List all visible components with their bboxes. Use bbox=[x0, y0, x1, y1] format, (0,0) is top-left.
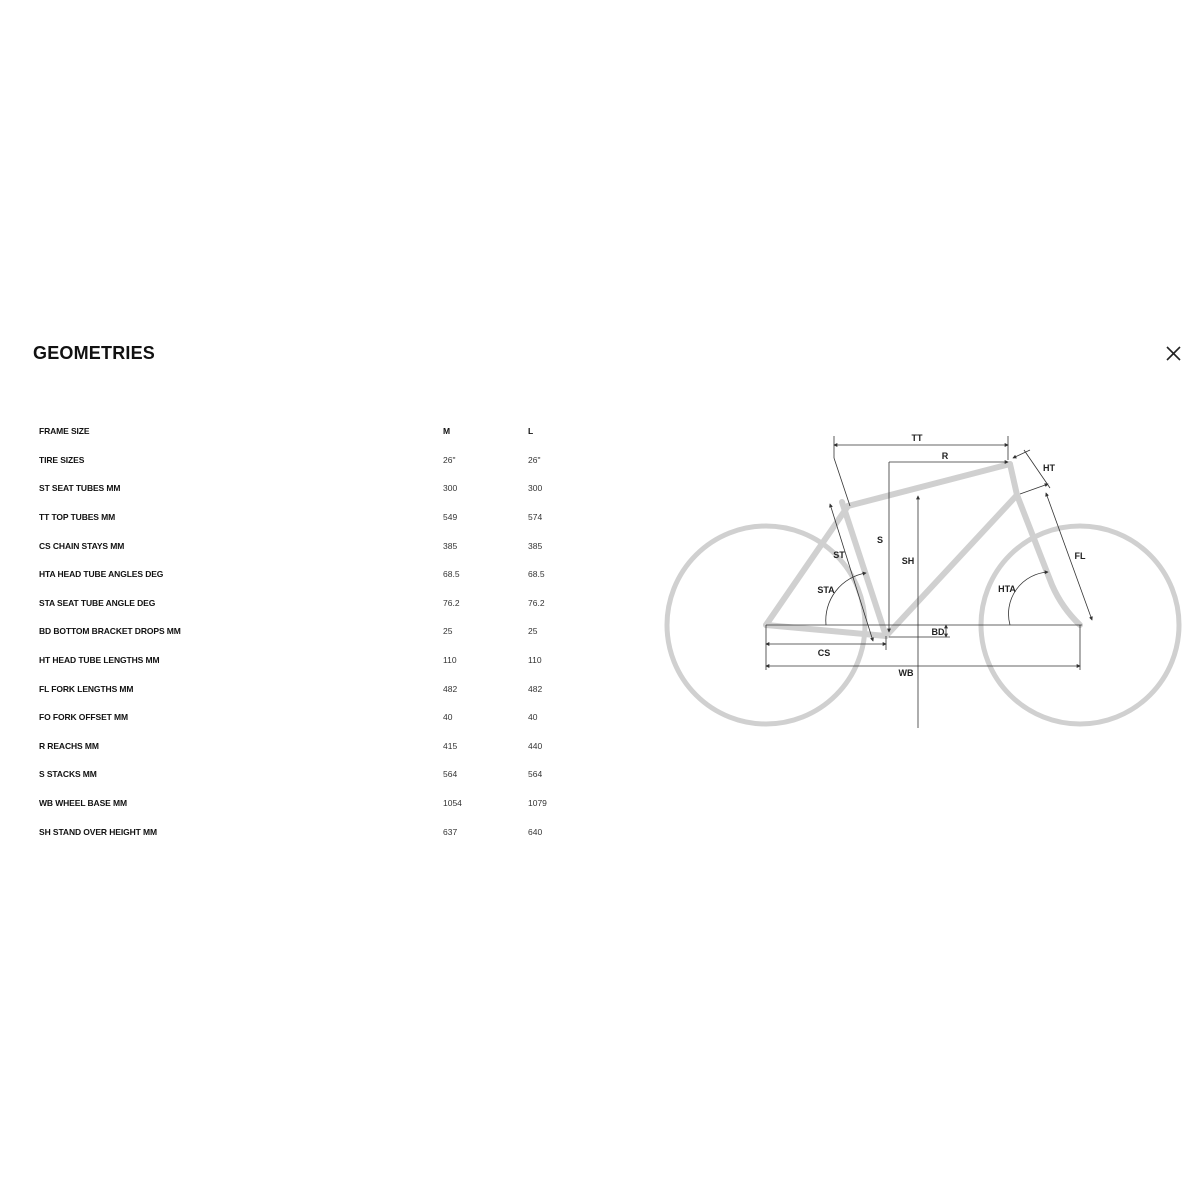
row-value-l: 68.5 bbox=[528, 569, 545, 580]
row-label: FO FORK OFFSET MM bbox=[39, 712, 128, 723]
row-value-l: 482 bbox=[528, 683, 543, 694]
table-row bbox=[39, 760, 588, 789]
table-row bbox=[39, 503, 588, 532]
row-value-m: 482 bbox=[443, 683, 458, 694]
row-label: R REACHS MM bbox=[39, 740, 99, 751]
row-value-m: 76.2 bbox=[443, 597, 460, 608]
table-row bbox=[39, 531, 588, 560]
table-row bbox=[39, 646, 588, 675]
row-value-m: 549 bbox=[443, 512, 458, 523]
table-row bbox=[39, 474, 588, 503]
row-label: WB WHEEL BASE MM bbox=[39, 798, 127, 809]
row-value-m: 26" bbox=[443, 454, 456, 465]
close-icon bbox=[1160, 341, 1186, 367]
label-hta: HTA bbox=[998, 584, 1016, 594]
label-wb: WB bbox=[898, 668, 914, 678]
header-size-l: L bbox=[528, 426, 534, 437]
row-label: STA SEAT TUBE ANGLE DEG bbox=[39, 597, 156, 608]
row-value-m: 415 bbox=[443, 740, 458, 751]
close-button[interactable] bbox=[1160, 341, 1186, 367]
label-sh: SH bbox=[901, 556, 915, 566]
table-row bbox=[39, 789, 588, 818]
label-fl: FL bbox=[1074, 551, 1086, 561]
row-value-l: 385 bbox=[528, 540, 543, 551]
page-title: GEOMETRIES bbox=[33, 343, 156, 363]
geometry-table bbox=[39, 417, 588, 846]
label-bd: BD bbox=[931, 627, 945, 637]
row-value-m: 68.5 bbox=[443, 569, 460, 580]
row-value-l: 1079 bbox=[528, 798, 547, 809]
row-label: CS CHAIN STAYS MM bbox=[39, 540, 125, 551]
row-value-m: 1054 bbox=[443, 798, 462, 809]
bike-geometry-diagram bbox=[660, 420, 1190, 740]
label-st: ST bbox=[833, 550, 845, 560]
row-label: S STACKS MM bbox=[39, 769, 97, 780]
row-value-m: 40 bbox=[443, 712, 453, 723]
row-label: HTA HEAD TUBE ANGLES DEG bbox=[39, 569, 164, 580]
row-value-l: 26" bbox=[528, 454, 541, 465]
row-label: BD BOTTOM BRACKET DROPS MM bbox=[39, 626, 181, 637]
table-row bbox=[39, 560, 588, 589]
row-label: TT TOP TUBES MM bbox=[39, 512, 116, 523]
table-row bbox=[39, 732, 588, 761]
table-row bbox=[39, 589, 588, 618]
row-label: TIRE SIZES bbox=[39, 454, 85, 465]
row-value-m: 25 bbox=[443, 626, 453, 637]
row-value-m: 385 bbox=[443, 540, 458, 551]
label-sta: STA bbox=[817, 585, 835, 595]
table-header-row bbox=[39, 417, 588, 446]
row-value-l: 110 bbox=[528, 655, 542, 666]
row-value-l: 300 bbox=[528, 483, 543, 494]
table-row bbox=[39, 817, 588, 846]
table-row bbox=[39, 617, 588, 646]
row-value-l: 564 bbox=[528, 769, 543, 780]
row-value-m: 564 bbox=[443, 769, 458, 780]
row-value-m: 637 bbox=[443, 826, 458, 837]
label-r: R bbox=[941, 451, 949, 461]
row-value-m: 300 bbox=[443, 483, 458, 494]
row-label: SH STAND OVER HEIGHT MM bbox=[39, 826, 157, 837]
row-value-l: 440 bbox=[528, 740, 543, 751]
label-ht: HT bbox=[1043, 463, 1055, 473]
row-label: ST SEAT TUBES MM bbox=[39, 483, 121, 494]
row-value-l: 640 bbox=[528, 826, 543, 837]
measurement-lines bbox=[766, 436, 1092, 728]
row-value-l: 25 bbox=[528, 626, 538, 637]
row-label: HT HEAD TUBE LENGTHS MM bbox=[39, 655, 160, 666]
table-row bbox=[39, 446, 588, 475]
row-value-l: 40 bbox=[528, 712, 538, 723]
header-frame-size: FRAME SIZE bbox=[39, 426, 90, 437]
row-value-l: 76.2 bbox=[528, 597, 545, 608]
table-row bbox=[39, 674, 588, 703]
header-size-m: M bbox=[443, 426, 451, 437]
row-value-m: 110 bbox=[443, 655, 457, 666]
row-label: FL FORK LENGTHS MM bbox=[39, 683, 134, 694]
table-row bbox=[39, 703, 588, 732]
label-tt: TT bbox=[911, 433, 923, 443]
row-value-l: 574 bbox=[528, 512, 543, 523]
label-cs: CS bbox=[817, 648, 831, 658]
label-s: S bbox=[876, 535, 884, 545]
